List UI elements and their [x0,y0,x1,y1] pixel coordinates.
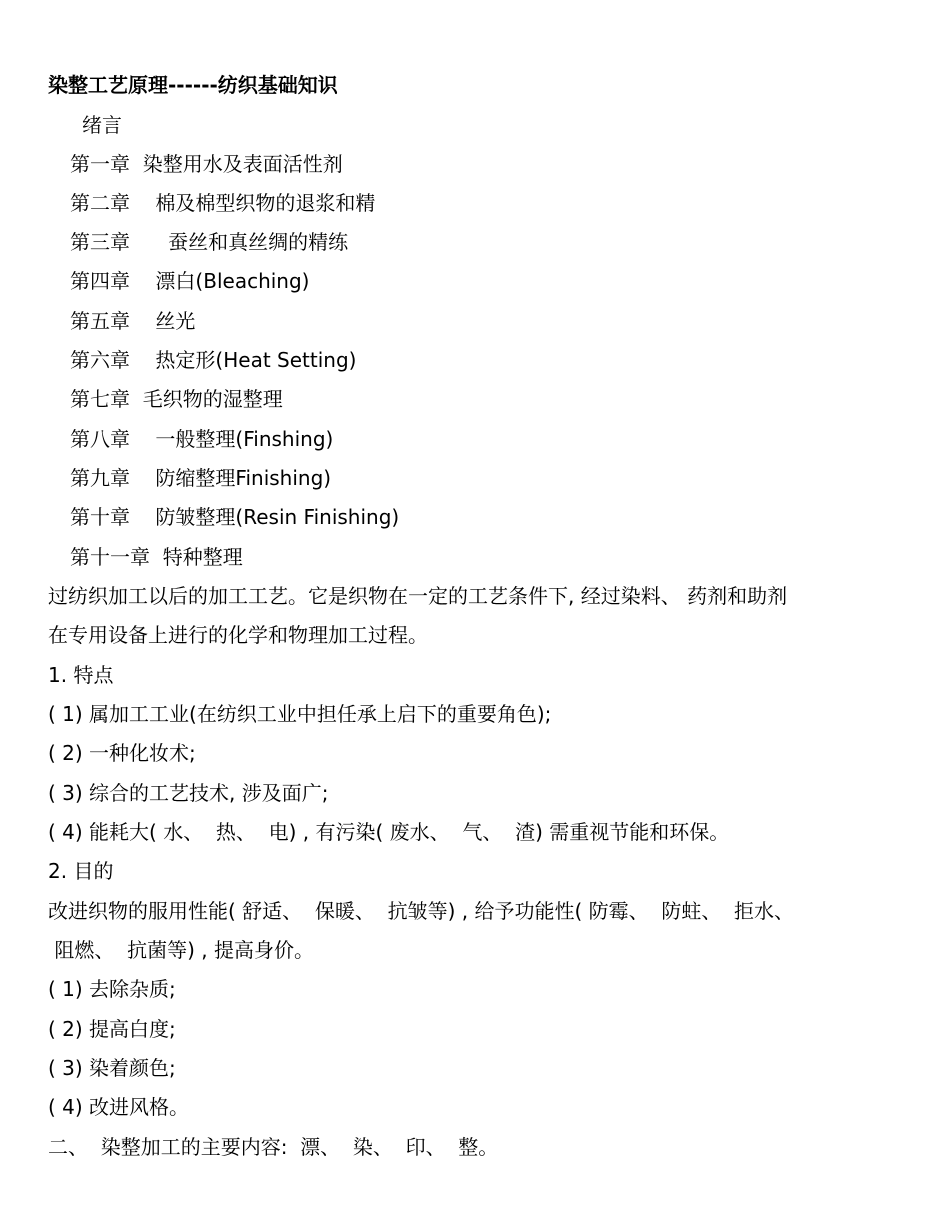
goal-item: ( 4) 改进风格。 [48,1095,190,1119]
purpose-paragraph-line: 阻燃、 抗菌等) , 提高身价。 [48,938,314,962]
section-heading-main-content: 二、 染整加工的主要内容: 漂、 染、 印、 整。 [48,1135,499,1159]
toc-item: 第十章 防皱整理(Resin Finishing) [70,505,400,529]
purpose-paragraph-line: 改进织物的服用性能( 舒适、 保暖、 抗皱等) , 给予功能性( 防霉、 防蛀、 拒水、 [48,899,795,923]
toc-item: 第十一章 特种整理 [70,545,243,569]
toc-item: 第五章 丝光 [70,309,196,333]
toc-item: 第一章 染整用水及表面活性剂 [70,152,343,176]
toc-item: 第六章 热定形(Heat Setting) [70,348,357,372]
toc-item: 第四章 漂白(Bleaching) [70,269,310,293]
feature-item: ( 1) 属加工工业(在纺织工业中担任承上启下的重要角色); [48,702,552,726]
goal-item: ( 1) 去除杂质; [48,977,176,1001]
section-heading-features: 1. 特点 [48,663,114,687]
feature-item: ( 3) 综合的工艺技术, 涉及面广; [48,781,329,805]
toc-item: 第九章 防缩整理Finishing) [70,466,332,490]
feature-item: ( 4) 能耗大( 水、 热、 电) , 有污染( 废水、 气、 渣) 需重视节能和环保。 [48,820,730,844]
goal-item: ( 3) 染着颜色; [48,1056,176,1080]
toc-item: 绪言 [82,113,122,137]
document-title: 染整工艺原理------纺织基础知识 [48,73,338,97]
intro-paragraph-line: 在专用设备上进行的化学和物理加工过程。 [48,623,428,647]
toc-item: 第三章 蚕丝和真丝绸的精练 [70,230,349,254]
toc-item: 第七章 毛织物的湿整理 [70,387,283,411]
feature-item: ( 2) 一种化妆术; [48,741,196,765]
toc-item: 第二章 棉及棉型织物的退浆和精 [70,191,376,215]
section-heading-purpose: 2. 目的 [48,859,114,883]
toc-item: 第八章 一般整理(Finshing) [70,427,334,451]
intro-paragraph-line: 过纺织加工以后的加工工艺。它是织物在一定的工艺条件下, 经过染料、 药剂和助剂 [48,584,788,608]
goal-item: ( 2) 提高白度; [48,1017,176,1041]
